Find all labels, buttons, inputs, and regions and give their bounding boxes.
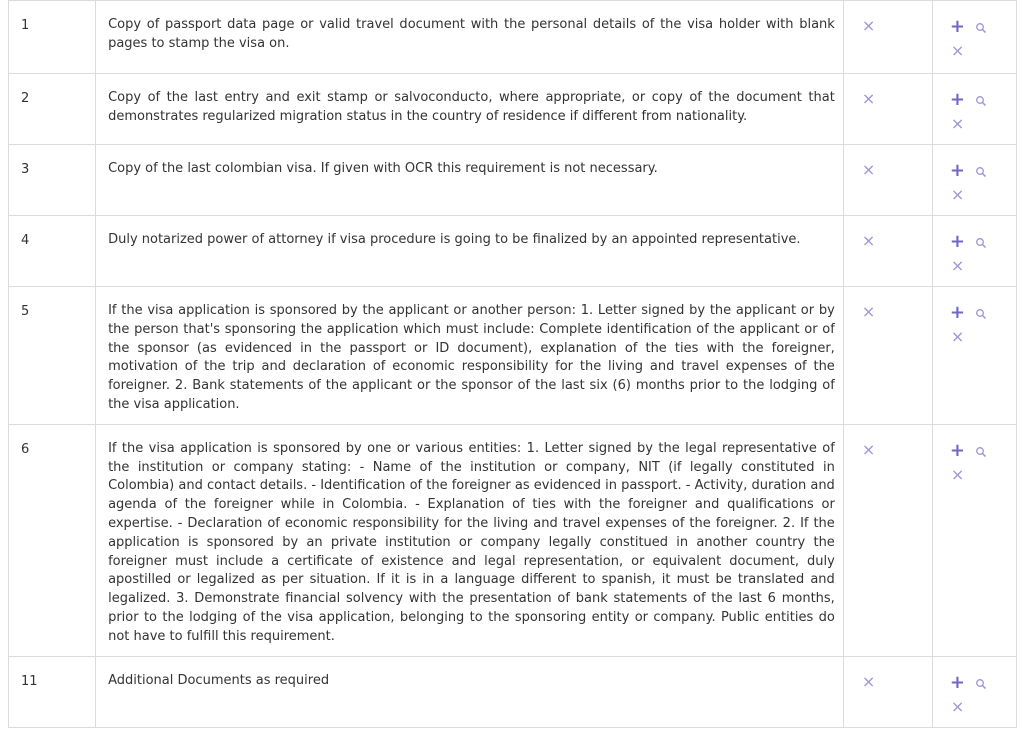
- row-number-cell: [9, 216, 96, 287]
- row-description: Copy of the last colombian visa. If given with OCR this requirement is not necessary.: [108, 161, 658, 176]
- table-row: [9, 145, 1017, 216]
- plus-icon[interactable]: +: [949, 89, 965, 110]
- row-number-cell: [9, 145, 96, 216]
- row-status-cell: [843, 1, 932, 74]
- row-actions-cell: [932, 287, 1016, 425]
- row-status-cell: [843, 145, 932, 216]
- close-icon[interactable]: ×: [950, 41, 965, 60]
- row-status-cell: [843, 216, 932, 287]
- row-description: If the visa application is sponsored by the applicant or another person: 1. Letter signed by the applicant or by the person that's sponsoring the application which must include: Complete identification of the applicant or of the sponsor (as evidenced in the passport or ID document), explanation of the ties with the foreigner, motivation of the trip and declaration of economic responsibility for the living and travel expenses of the foreigner. 2. Bank statements of the applicant or the sponsor of the last six (6) months prior to the lodging of the visa application.: [108, 303, 835, 412]
- row-number: 4: [21, 233, 30, 248]
- close-icon[interactable]: ×: [861, 439, 876, 459]
- row-actions-cell: [932, 1, 1016, 74]
- row-number-cell: [9, 1, 96, 74]
- close-icon[interactable]: ×: [861, 160, 876, 179]
- plus-icon[interactable]: +: [949, 302, 965, 323]
- requirements-table: [8, 0, 1017, 728]
- close-icon[interactable]: ×: [950, 256, 965, 275]
- row-number-cell: [9, 74, 96, 145]
- row-number: 6: [21, 441, 30, 457]
- row-number-cell: [9, 287, 96, 425]
- row-number: 1: [21, 18, 30, 33]
- row-description: If the visa application is sponsored by one or various entities: 1. Letter signed by the legal representative of the institution or company stating: - Name of the institution or company, NIT (if legally constituted in Colombia) and contact details. - Identification of the foreigner as evidenced in passport. - Activity, duration and agenda of the foreigner while in Colombia. - Explanation of ties with the foreigner and qualifications or expertise. - Declaration of economic responsibility for the living and travel expenses of the foreigner. 2. If the application is sponsored by an private institution or company legally constitued in another country the foreigner must include a certificate of existence and legal representation, or equivalent document, duly apostilled or legalized as per situation. If it is in a language different to spanish, it must be translated and legalized. 3. Demonstrate financial solvency with the presentation of bank statements of the last 6 months, prior to the lodging of the visa application, belonging to the sponsoring entity or company. Public entities do not have to fulfill this requirement.: [108, 440, 835, 644]
- row-number-cell: [9, 424, 96, 656]
- magnifier-icon[interactable]: [975, 22, 987, 34]
- row-number: 2: [21, 91, 30, 106]
- magnifier-icon[interactable]: [975, 166, 987, 178]
- magnifier-icon[interactable]: [975, 678, 987, 690]
- table-row: [9, 424, 1017, 656]
- row-description-cell: [96, 145, 844, 216]
- table-row: [9, 74, 1017, 145]
- row-description-cell: [96, 424, 844, 656]
- row-status-cell: [843, 424, 932, 656]
- magnifier-icon[interactable]: [975, 308, 987, 320]
- close-icon[interactable]: ×: [861, 89, 876, 108]
- plus-icon[interactable]: +: [949, 671, 965, 693]
- table-row: [9, 656, 1017, 727]
- row-description-cell: [96, 287, 844, 425]
- row-description-cell: [96, 1, 844, 74]
- close-icon[interactable]: ×: [950, 114, 965, 133]
- row-number: 3: [21, 162, 30, 177]
- row-status-cell: [843, 287, 932, 425]
- requirements-table-body: [9, 1, 1017, 728]
- table-row: [9, 287, 1017, 425]
- table-row: [9, 216, 1017, 287]
- row-description-cell: [96, 656, 844, 727]
- row-number: 11: [21, 673, 38, 689]
- close-icon[interactable]: ×: [950, 464, 965, 484]
- row-status-cell: [843, 656, 932, 727]
- row-status-cell: [843, 74, 932, 145]
- row-description: Duly notarized power of attorney if visa procedure is going to be finalized by an appointed representative.: [108, 232, 801, 247]
- plus-icon[interactable]: +: [949, 16, 965, 37]
- plus-icon[interactable]: +: [949, 160, 965, 181]
- close-icon[interactable]: ×: [950, 696, 965, 716]
- close-icon[interactable]: ×: [861, 671, 876, 691]
- row-description-cell: [96, 216, 844, 287]
- magnifier-icon[interactable]: [975, 95, 987, 107]
- row-description: Copy of passport data page or valid travel document with the personal details of the visa holder with blank pages to stamp the visa on.: [108, 17, 835, 51]
- row-number-cell: [9, 656, 96, 727]
- close-icon[interactable]: ×: [861, 302, 876, 321]
- magnifier-icon[interactable]: [975, 446, 987, 458]
- close-icon[interactable]: ×: [950, 327, 965, 346]
- magnifier-icon[interactable]: [975, 237, 987, 249]
- plus-icon[interactable]: +: [949, 231, 965, 252]
- row-description: Additional Documents as required: [108, 672, 330, 688]
- plus-icon[interactable]: +: [949, 439, 965, 461]
- table-row: [9, 1, 1017, 74]
- close-icon[interactable]: ×: [950, 185, 965, 204]
- row-number: 5: [21, 304, 30, 319]
- close-icon[interactable]: ×: [861, 16, 876, 35]
- row-description-cell: [96, 74, 844, 145]
- row-actions-cell: [932, 424, 1016, 656]
- close-icon[interactable]: ×: [861, 231, 876, 250]
- row-actions-cell: [932, 216, 1016, 287]
- row-actions-cell: [932, 145, 1016, 216]
- row-actions-cell: [932, 656, 1016, 727]
- row-description: Copy of the last entry and exit stamp or salvoconducto, where appropriate, or copy of the document that demonstrates regularized migration status in the country of residence if different from nationality.: [108, 90, 835, 124]
- row-actions-cell: [932, 74, 1016, 145]
